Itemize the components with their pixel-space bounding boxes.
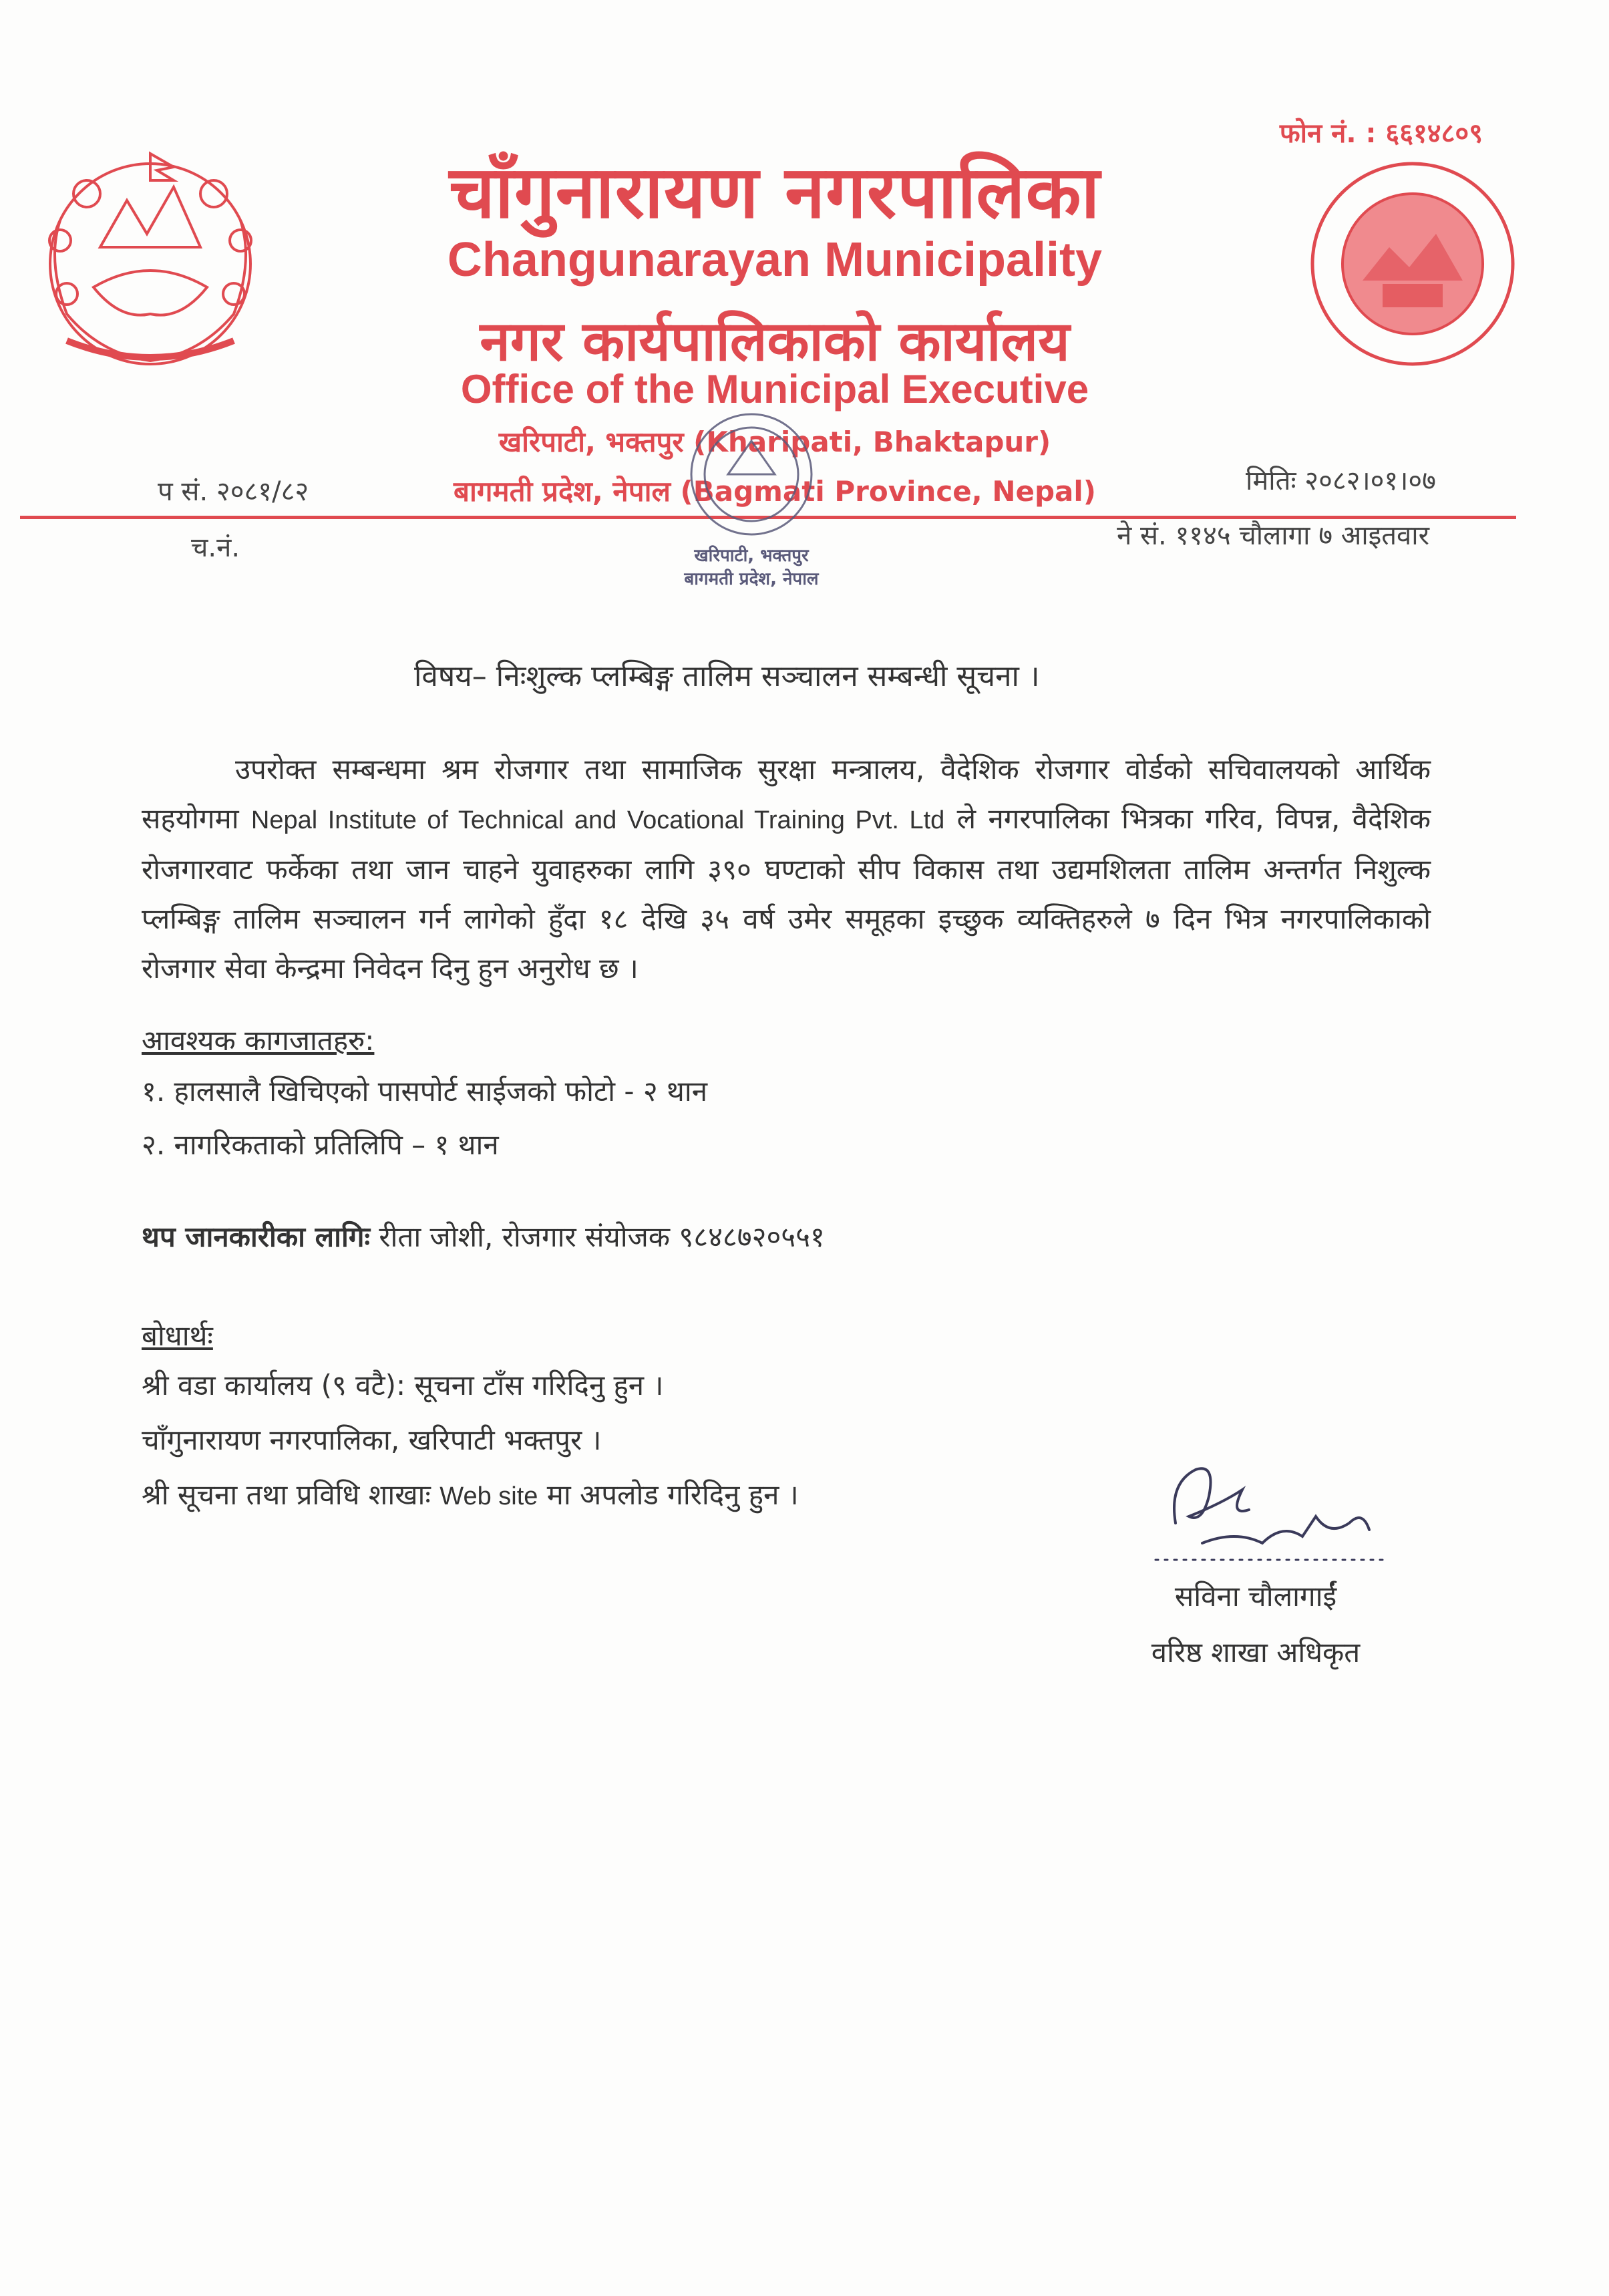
phone-number: फोन नं. : ६६१४८०९ (1279, 118, 1483, 149)
municipality-seal (1302, 154, 1523, 374)
municipality-name-nepali: चाँगुनारायण नगरपालिका (449, 151, 1101, 234)
cc-item: श्री वडा कार्यालय (९ वटै): सूचना टाँस गरिदिनु हुन । (142, 1369, 664, 1402)
required-documents-heading: आवश्यक कागजातहरु: (142, 1024, 375, 1057)
cc-item-text-1: श्री सूचना तथा प्रविधि शाखाः (142, 1478, 440, 1511)
document-item: २. नागरिकताको प्रतिलिपि – १ थान (142, 1128, 499, 1161)
address-line-2: बागमती प्रदेश, नेपाल (Bagmati Province, Nepal) (454, 475, 1096, 508)
cc-heading: बोधार्थः (142, 1319, 213, 1352)
dispatch-number: च.नं. (191, 532, 240, 563)
handwritten-signature (1129, 1443, 1396, 1577)
stamp-line-1: खरिपाटी, भक्तपुर (694, 546, 809, 566)
cc-item-website: Web site (439, 1482, 538, 1510)
paragraph-text-2: ले नगरपालिका भित्रका गरिव, विपन्न, वैदेशिक रोजगारवाट फर्केका तथा जान चाहने युवाहरुका लागि ३९० घण्टाको सीप विकास तथा उद्यमशिलता तालिम अन्तर्गत निशुल्क प्लम्बिङ्ग तालिम सञ्चालन गर्न लागेको हुँदा १८ देखि ३५ वर्ष उमेर समूहका इच्छुक व्यक्तिहरुले ७ दिन भित्र नगरपालिकाको रोजगार सेवा केन्द्रमा निवेदन दिनु हुन अनुरोध छ । (142, 802, 1431, 985)
paragraph-text-1: उपरोक्त सम्बन्धमा श्रम रोजगार तथा सामाजिक सुरक्षा मन्त्रालय, वैदेशिक रोजगार वोर्डको सचिवालयको आर्थिक सहयोगमा (142, 753, 1431, 835)
address-line-1: खरिपाटी, भक्तपुर (Kharipati, Bhaktapur) (498, 426, 1051, 458)
institute-name: Nepal Institute of Technical and Vocational Training Pvt. Ltd (250, 806, 945, 834)
cc-item: चाँगुनारायण नगरपालिका, खरिपाटी भक्तपुर । (142, 1424, 602, 1456)
contact-label: थप जानकारीका लागिः (142, 1220, 370, 1253)
cc-item-text-2: मा अपलोड गरिदिनु हुन । (538, 1478, 799, 1511)
office-name-nepali: नगर कार्यपालिकाको कार्यालय (480, 310, 1070, 373)
office-stamp (641, 394, 862, 595)
contact-info (142, 1217, 825, 1255)
document-item: १. हालसालै खिचिएको पासपोर्ट साईजको फोटो - २ थान (142, 1075, 708, 1108)
contact-value: रीता जोशी, रोजगार संयोजक ९८४८७२०५५१ (369, 1220, 825, 1253)
stamp-line-2: बागमती प्रदेश, नेपाल (684, 569, 819, 589)
subject-line: विषय– निःशुल्क प्लम्बिङ्ग तालिम सञ्चालन सम्बन्धी सूचना । (414, 659, 1040, 693)
nepal-sambat-date: ने सं. ११४५ चौलागा ७ आइतवार (1117, 520, 1429, 551)
notice-paragraph (142, 745, 1431, 993)
letter-date: मितिः २०८२।०१।०७ (1246, 466, 1436, 496)
office-name-english: Office of the Municipal Executive (460, 367, 1089, 412)
reference-number: प सं. २०८१/८२ (158, 476, 309, 507)
signatory-name: सविना चौलागाईं (1174, 1580, 1337, 1613)
cc-item (142, 1475, 799, 1513)
municipality-name-english: Changunarayan Municipality (447, 233, 1103, 287)
signatory-designation: वरिष्ठ शाखा अधिकृत (1151, 1636, 1361, 1669)
nepal-emblem-logo (20, 140, 281, 381)
